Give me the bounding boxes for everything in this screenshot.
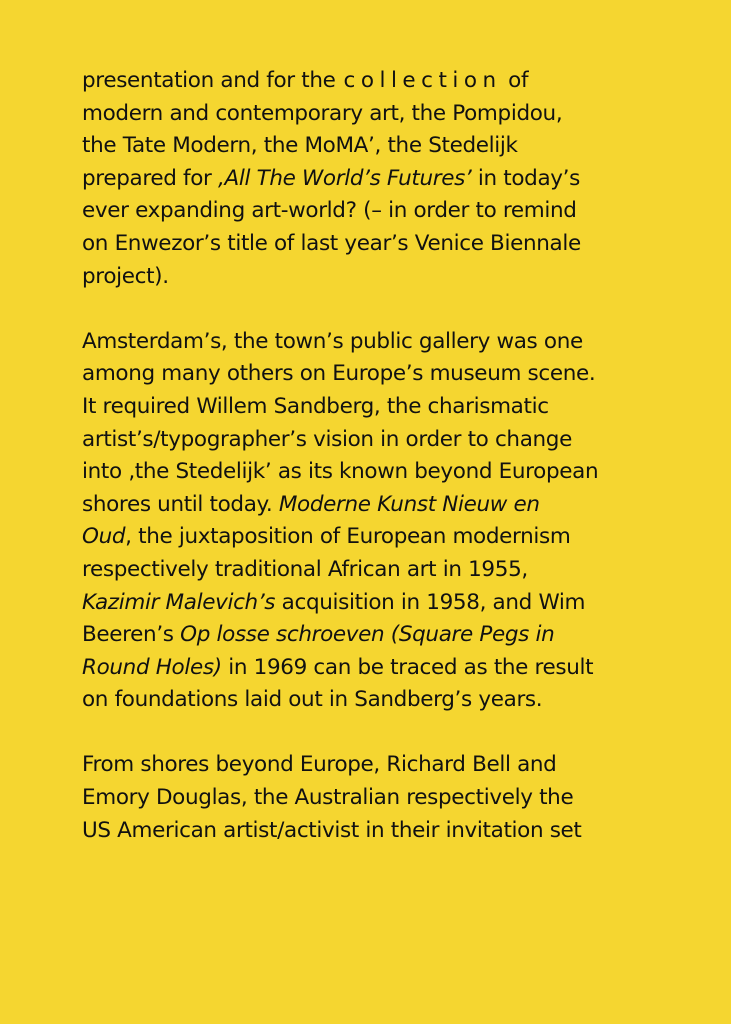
text-line: the Tate Modern, the MoMA’, the Stedelijk — [82, 133, 518, 159]
text-line: into ‚the Stedelijk’ as its known beyond European — [82, 459, 599, 485]
italic-name: Kazimir Malevich’s — [82, 589, 276, 615]
text-line: prepared for ‚All The World’s Futures’ in today’s — [82, 165, 581, 191]
text-line: modern and contemporary art, the Pompidou, — [82, 100, 563, 126]
text-line: artist’s/typographer’s vision in order to change — [82, 426, 572, 452]
text-line: It required Willem Sandberg, the charismatic — [82, 393, 549, 419]
spaced-word: collection — [343, 68, 502, 93]
text-line: Kazimir Malevich’s acquisition in 1958, and Wim — [82, 589, 586, 615]
text-line: among many others on Europe’s museum scene. — [82, 361, 596, 387]
paragraph-3 — [82, 749, 691, 847]
paragraph-1 — [82, 65, 691, 293]
text-line: From shores beyond Europe, Richard Bell and — [82, 752, 557, 778]
text-line: project). — [82, 263, 169, 289]
text-line: US American artist/activist in their invitation set — [82, 817, 582, 843]
text-line: ever expanding art-world? (– in order to remind — [82, 198, 577, 224]
italic-title: Round Holes) — [82, 654, 222, 680]
text-line: on foundations laid out in Sandberg’s years. — [82, 687, 543, 713]
text-line: Oud, the juxtaposition of European modernism — [82, 524, 571, 550]
text-line: on Enwezor’s title of last year’s Venice Biennale — [82, 230, 581, 256]
text-line: Amsterdam’s, the town’s public gallery was one — [82, 328, 583, 354]
text-line: Round Holes) in 1969 can be traced as the result — [82, 654, 594, 680]
text-line: presentation and for the collection of — [82, 68, 529, 93]
paragraph-2 — [82, 326, 691, 717]
text-line: shores until today. Moderne Kunst Nieuw en — [82, 491, 540, 517]
italic-title: Op losse schroeven (Square Pegs in — [180, 622, 555, 648]
text-line: Emory Douglas, the Australian respectively the — [82, 785, 574, 811]
italic-title: Moderne Kunst Nieuw en — [278, 491, 540, 517]
text-line: respectively traditional African art in 1955, — [82, 556, 528, 582]
italic-title: Oud — [82, 524, 126, 550]
italic-title: ‚All The World’s Futures’ — [218, 165, 472, 191]
text-line: Beeren’s Op losse schroeven (Square Pegs in — [82, 622, 555, 648]
